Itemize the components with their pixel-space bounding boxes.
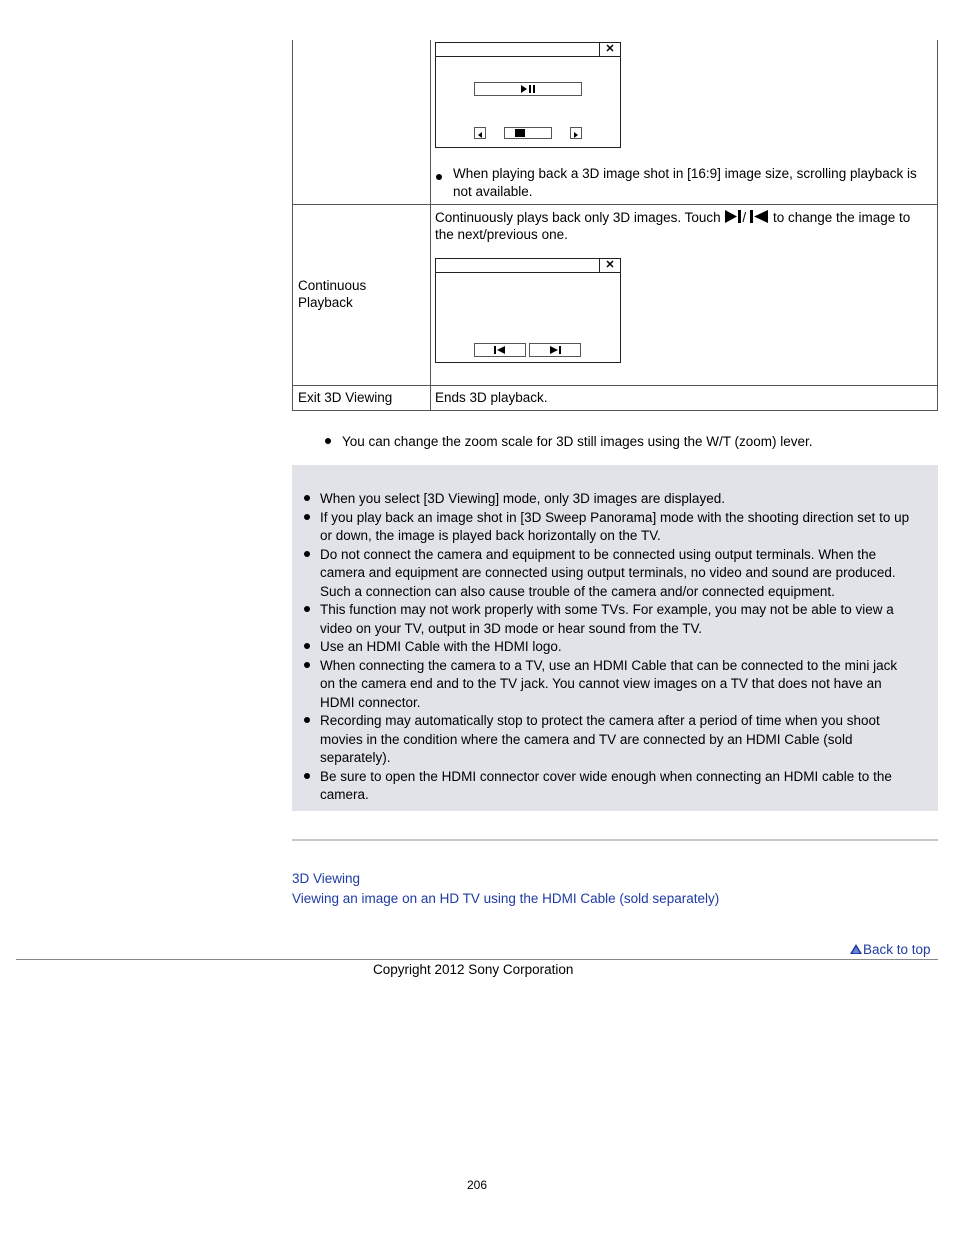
close-icon[interactable]: ✕ [599, 43, 620, 56]
bullet [304, 606, 310, 612]
next-icon [530, 344, 580, 356]
continuous-playback-screen [435, 258, 621, 363]
scroll-note-line-1: When playing back a 3D image shot in [16:9] image size, scrolling playback is [453, 166, 917, 181]
next-image-button[interactable] [529, 343, 581, 357]
bullet [304, 643, 310, 649]
note-line: If you play back an image shot in [3D Sweep Panorama] mode with the shooting direction set to up [320, 509, 910, 525]
back-to-top-link[interactable]: Back to top [849, 941, 931, 959]
note-line: Such a connection can also cause trouble of the camera and/or connected equipment. [320, 583, 835, 599]
bullet [304, 495, 310, 501]
close-icon[interactable]: ✕ [599, 259, 620, 272]
note-line: Recording may automatically stop to protect the camera after a period of time when you shoot [320, 713, 880, 728]
play-pause-button[interactable] [474, 82, 582, 96]
note-line: on the camera end and to the TV jack. You cannot view images on a TV that does not have an [320, 676, 882, 691]
note-line: Be sure to open the HDMI connector cover wide enough when connecting an HDMI cable to the [320, 768, 892, 784]
row-label-continuous: Continuous [298, 278, 367, 293]
screen-title-bar [436, 43, 620, 57]
bullet [304, 514, 310, 520]
exit-desc: Ends 3D playback. [435, 390, 548, 405]
link-hdmi-viewing[interactable]: Viewing an image on an HD TV using the HDMI Cable (sold separately) [292, 891, 720, 906]
left-arrow-icon [475, 130, 485, 140]
bullet [325, 438, 331, 444]
continuous-desc-line-2: the next/previous one. [435, 227, 568, 242]
copyright: Copyright 2012 Sony Corporation [373, 962, 574, 977]
table-column-divider [430, 40, 431, 411]
play-pause-icon [475, 83, 581, 95]
scroll-right-button[interactable] [570, 127, 582, 139]
previous-icon [475, 344, 525, 356]
up-triangle-icon [849, 943, 863, 955]
note-line: HDMI connector. [320, 694, 421, 710]
section-divider [292, 839, 938, 841]
table-border-bottom [292, 410, 938, 411]
note-line: video on your TV, output in 3D mode or hear sound from the TV. [320, 620, 702, 636]
link-3d-viewing[interactable]: 3D Viewing [292, 871, 361, 886]
previous-image-button[interactable] [474, 343, 526, 357]
note-line: When connecting the camera to a TV, use an HDMI Cable that can be connected to the mini jack [320, 657, 898, 673]
scroll-left-button[interactable] [474, 127, 486, 139]
row-label-playback: Playback [298, 295, 353, 310]
bullet [304, 662, 310, 668]
scroll-thumb[interactable] [515, 129, 525, 137]
note-line: camera and equipment are connected using output terminals, no video and sound are produced. [320, 565, 896, 580]
note-line: Use an HDMI Cable with the HDMI logo. [320, 639, 562, 654]
bullet [304, 551, 310, 557]
table-border-left [292, 40, 293, 411]
continuous-desc-line-1: Continuously plays back only 3D images. Touch / to change the image to [435, 210, 911, 225]
right-arrow-icon [571, 130, 581, 140]
note-line: camera. [320, 787, 369, 802]
next-icon [724, 209, 742, 224]
scroll-note-line-2: not available. [453, 184, 533, 199]
note-line: movies in the condition where the camera and TV are connected by an HDMI Cable (sold [320, 731, 853, 747]
note-line: separately). [320, 750, 391, 765]
note-line: When you select [3D Viewing] mode, only 3D images are displayed. [320, 491, 725, 506]
note-line: Do not connect the camera and equipment to be connected using output terminals. When the [320, 546, 877, 562]
screen-title-bar [436, 259, 620, 273]
previous-icon [749, 209, 769, 224]
note-line: This function may not work properly with some TVs. For example, you may not be able to view a [320, 602, 894, 617]
note-line: or down, the image is played back horizontally on the TV. [320, 528, 661, 543]
bullet [436, 174, 442, 180]
zoom-tip: You can change the zoom scale for 3D still images using the W/T (zoom) lever. [342, 434, 813, 449]
scroll-playback-screen [435, 42, 621, 148]
bullet [304, 717, 310, 723]
table-border-right [937, 40, 938, 411]
table-row-divider [292, 385, 938, 386]
scroll-bar[interactable] [504, 127, 552, 139]
row-label-exit: Exit 3D Viewing [298, 390, 393, 405]
table-row-divider [292, 204, 938, 205]
footer-divider [16, 959, 938, 960]
bullet [304, 773, 310, 779]
page-number: 206 [466, 1178, 488, 1192]
